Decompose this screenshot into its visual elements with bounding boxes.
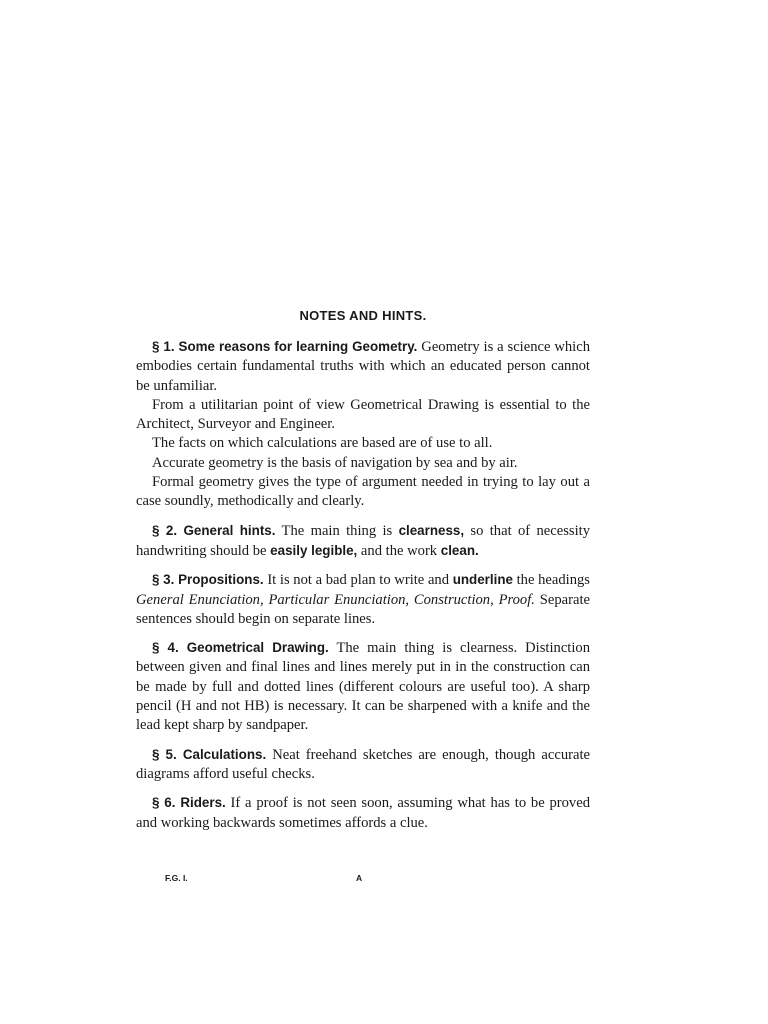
section-3-heading: § 3. Propositions. xyxy=(152,572,264,588)
section-1-paragraph-3: The facts on which calculations are based are of use to all. xyxy=(152,435,493,452)
section-5-heading: § 5. Calculations. xyxy=(152,746,267,762)
page-title: NOTES AND HINTS. xyxy=(299,308,427,323)
section-2-text-1: The main thing is xyxy=(275,522,399,539)
section-5-text: Neat freehand sketches are enough, though accurate diagrams afford useful checks. xyxy=(136,746,590,782)
section-4-paragraph xyxy=(136,638,590,735)
section-1-paragraph-1 xyxy=(136,337,590,396)
section-1-paragraph-5: Formal geometry gives the type of argument needed in trying to lay out a case soundly, methodically and clearly. xyxy=(136,474,590,510)
section-3-text-2: the headings xyxy=(512,572,590,589)
sheet-mark: A xyxy=(356,873,363,883)
section-4-heading: § 4. Geometrical Drawing. xyxy=(152,640,329,656)
section-1-heading: § 1. Some reasons for learning Geometry. xyxy=(152,339,418,354)
section-6 xyxy=(136,793,590,833)
section-4 xyxy=(136,638,590,735)
section-3-emphasis-1: underline xyxy=(452,572,513,588)
section-2-heading: § 2. General hints. xyxy=(152,522,276,538)
page-content xyxy=(136,308,590,842)
section-5-paragraph xyxy=(136,745,590,785)
section-6-paragraph xyxy=(136,793,590,833)
section-3-paragraph xyxy=(136,570,590,629)
section-1 xyxy=(136,337,590,512)
section-2-text-2: so that of necessity handwriting should be xyxy=(136,522,590,559)
section-5 xyxy=(136,745,590,785)
section-6-text: If a proof is not seen soon, assuming what has to be proved and working backwards sometimes affords a clue. xyxy=(136,795,591,831)
section-3-text-3: Separate sentences should begin on separate lines. xyxy=(136,591,590,627)
section-2-paragraph xyxy=(136,521,590,562)
section-3 xyxy=(136,570,590,629)
section-2 xyxy=(136,521,590,562)
section-2-emphasis-1: clearness, xyxy=(398,522,465,538)
section-3-italic-headings: General Enunciation, Particular Enunciation, Construction, Proof. xyxy=(136,591,535,608)
section-1-paragraph-4: Accurate geometry is the basis of navigation by sea and by air. xyxy=(152,454,518,471)
section-3-text-1: It is not a bad plan to write and xyxy=(263,572,453,589)
section-6-heading: § 6. Riders. xyxy=(152,795,226,811)
section-1-text-1: Geometry is a science which embodies certain fundamental truths with which an educated person cannot be unfamiliar. xyxy=(136,339,591,394)
section-4-text: The main thing is clearness. Distinction between given and final lines and lines merely put in in the construction can be made by full and dotted lines (different colours are useful too). A sharp pencil (H and not HB) is necessary. It can be sharpened with a knife and the lead kept sharp by sandpaper. xyxy=(136,640,590,734)
signature-mark: F.G. I. xyxy=(165,873,188,883)
section-1-paragraph-2: From a utilitarian point of view Geometrical Drawing is essential to the Architect, Surveyor and Engineer. xyxy=(136,396,590,433)
section-2-emphasis-3: clean. xyxy=(440,542,479,558)
section-2-text-3: and the work xyxy=(357,542,441,559)
section-2-emphasis-2: easily legible, xyxy=(270,542,358,558)
